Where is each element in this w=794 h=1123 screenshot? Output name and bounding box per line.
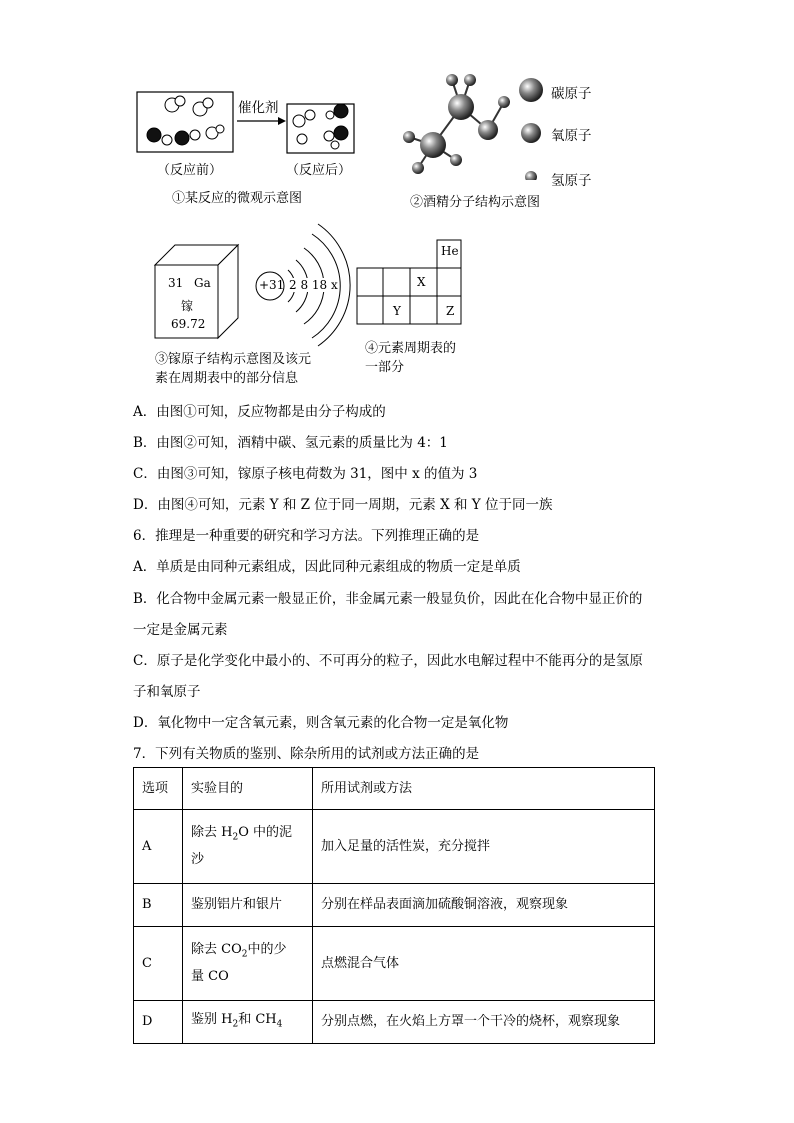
fig1-caption: ①某反应的微观示意图 (172, 191, 303, 206)
q5-option-d: D．由图④可知，元素 Y 和 Z 位于同一周期，元素 X 和 Y 位于同一族 (133, 497, 553, 513)
fig3-caption-line1: ③镓原子结构示意图及该元 (155, 352, 312, 367)
atomic-mass: 69.72 (171, 317, 206, 331)
legend-hydrogen: 氢原子 (551, 173, 592, 189)
atomic-number: 31 (168, 276, 184, 290)
cell-he: He (441, 244, 459, 258)
row-option: D (134, 1001, 183, 1044)
legend-oxygen: 氧原子 (551, 128, 592, 144)
table-row (134, 1001, 655, 1044)
table-row (134, 884, 655, 927)
electron-shells: 2 8 18 x (289, 278, 338, 292)
catalyst-label: 催化剂 (238, 100, 279, 116)
fig3-caption-line2: 素在周期表中的部分信息 (155, 371, 299, 386)
q6-stem: 6．推理是一种重要的研究和学习方法。下列推理正确的是 (133, 528, 480, 544)
q6-option-d: D．氧化物中一定含氧元素，则含氧元素的化合物一定是氧化物 (133, 715, 509, 731)
q6-option-c-line1: C．原子是化学变化中最小的、不可再分的粒子，因此水电解过程中不能再分的是氢原 (133, 653, 643, 669)
fig4-caption-line2: 一部分 (365, 360, 405, 375)
row-goal: 鉴别铝片和银片 (183, 884, 313, 927)
before-label: （反应前） (157, 163, 223, 178)
q7-stem: 7．下列有关物质的鉴别、除杂所用的试剂或方法正确的是 (133, 746, 480, 762)
row-method: 分别点燃，在火焰上方罩一个干冷的烧杯，观察现象 (313, 1001, 655, 1044)
table-row (134, 927, 655, 1001)
q6-option-a: A．单质是由同种元素组成，因此同种元素组成的物质一定是单质 (133, 559, 521, 575)
row-goal: 鉴别 $H_2$和 $CH_4$ (183, 1001, 313, 1044)
header-option: 选项 (134, 768, 183, 810)
cell-y: Y (393, 304, 401, 318)
q6-option-b-line1: B．化合物中金属元素一般显正价，非金属元素一般显负价，因此在化合物中显正价的 (133, 591, 643, 607)
row-method: 分别在样品表面滴加硫酸铜溶液，观察现象 (313, 884, 655, 927)
fig2-caption: ②酒精分子结构示意图 (410, 195, 541, 210)
row-option: C (134, 927, 183, 1001)
header-method: 所用试剂或方法 (313, 768, 655, 810)
q6-option-c-line2: 子和氧原子 (133, 684, 201, 700)
element-symbol: Ga (194, 276, 211, 290)
nucleus-charge: +31 (259, 278, 285, 292)
legend-carbon: 碳原子 (551, 86, 592, 102)
row-goal: 除去 $CO_2$中的少 量 CO (183, 927, 313, 1001)
header-goal: 实验目的 (183, 768, 313, 810)
row-method: 点燃混合气体 (313, 927, 655, 1001)
row-method: 加入足量的活性炭，充分搅拌 (313, 810, 655, 884)
q5-option-c: C．由图③可知，镓原子核电荷数为 31，图中 x 的值为 3 (133, 466, 478, 482)
q6-option-b-line2: 一定是金属元素 (133, 622, 228, 638)
row-goal: 除去 $H_2O$ 中的泥 沙 (183, 810, 313, 884)
q5-option-b: B．由图②可知，酒精中碳、氢元素的质量比为 4：1 (133, 435, 448, 451)
q5-option-a: A．由图①可知，反应物都是由分子构成的 (133, 404, 386, 420)
cell-x: X (417, 275, 426, 289)
row-option: A (134, 810, 183, 884)
after-label: （反应后） (286, 163, 352, 178)
table-row (134, 810, 655, 884)
cell-z: Z (446, 304, 455, 318)
element-name: 镓 (181, 299, 194, 313)
q7-table (133, 767, 655, 1044)
row-option: B (134, 884, 183, 927)
fig4-caption-line1: ④元素周期表的 (365, 341, 457, 356)
table-header-row (134, 768, 655, 810)
